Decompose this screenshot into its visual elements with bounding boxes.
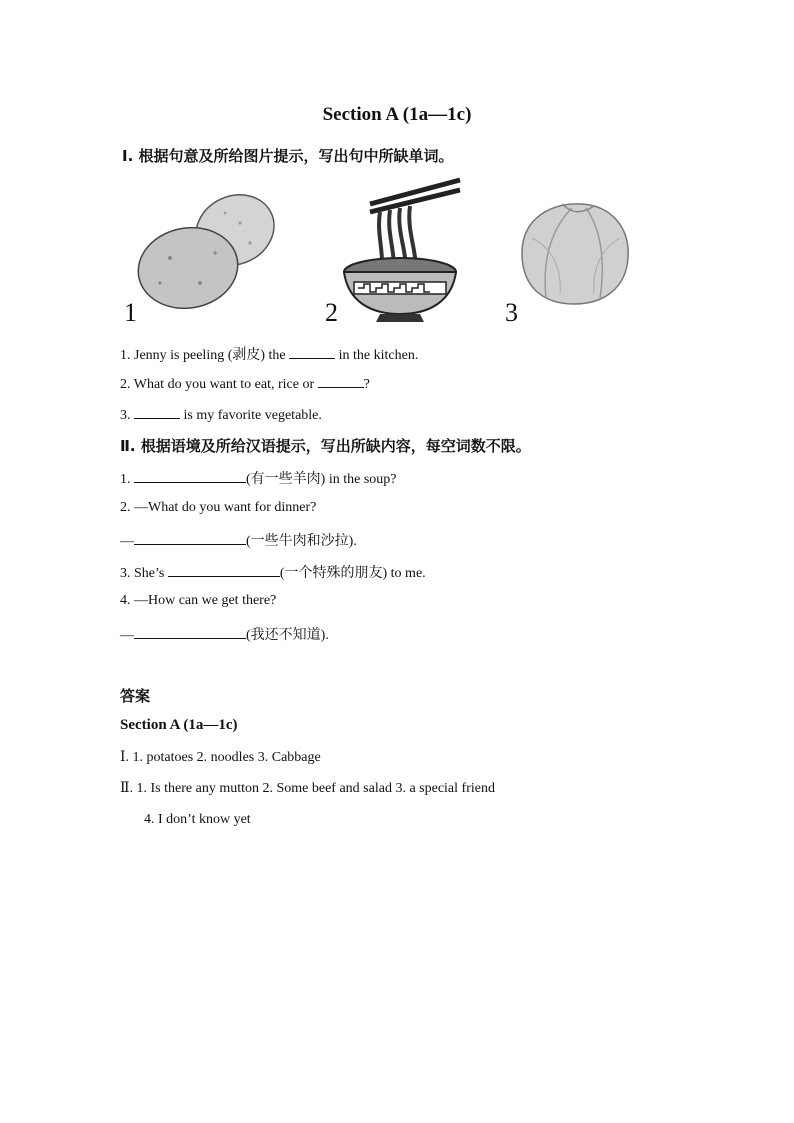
- part2-item-2-answer: [120, 530, 357, 550]
- part1-item-1-text-b: in the kitchen.: [335, 348, 419, 363]
- dash: —: [120, 628, 134, 643]
- part2-item-1-text-b: (有一些羊肉) in the soup?: [246, 472, 397, 487]
- picture-number-3: 3: [505, 298, 518, 327]
- picture-number-2: 2: [325, 298, 338, 327]
- answer-blank[interactable]: [168, 564, 280, 577]
- part1-heading: Ⅰ. 根据句意及所给图片提示，写出句中所缺单词。: [122, 147, 454, 165]
- part2-item-4-text-b: (我还不知道).: [246, 628, 329, 643]
- cabbage-image: [512, 198, 632, 308]
- answers-section-title: Section A (1a—1c): [120, 717, 238, 733]
- part2-item-2-question: [120, 500, 316, 516]
- answer-blank[interactable]: [318, 375, 364, 388]
- picture-number-1: 1: [124, 298, 137, 327]
- part1-item-2-text-a: 2. What do you want to eat, rice or: [120, 377, 318, 392]
- part2-item-1: [120, 468, 396, 488]
- answers-line-2: Ⅱ. 1. Is there any mutton 2. Some beef and salad 3. a special friend: [120, 781, 495, 796]
- answers-line-3: 4. I don’t know yet: [144, 812, 251, 827]
- answer-blank[interactable]: [134, 626, 246, 639]
- answers-heading: 答案: [120, 687, 151, 705]
- part1-item-2-text-b: ?: [363, 377, 370, 392]
- part2-heading: Ⅱ. 根据语境及所给汉语提示，写出所缺内容，每空词数不限。: [120, 437, 531, 455]
- part2-item-3: [120, 562, 426, 582]
- part2-item-4-question: [120, 593, 276, 609]
- part1-item-3: [120, 406, 322, 424]
- answer-blank[interactable]: [134, 532, 246, 545]
- answer-blank[interactable]: [289, 346, 335, 359]
- part1-item-3-text-b: is my favorite vegetable.: [180, 408, 322, 423]
- part2-item-3-text-a: 3. She’s: [120, 566, 168, 581]
- part2-item-1-text-a: 1.: [120, 472, 134, 487]
- answer-blank[interactable]: [134, 470, 246, 483]
- part1-item-1: [120, 344, 418, 364]
- part2-item-2-text-b: (一些牛肉和沙拉).: [246, 534, 357, 549]
- noodles-image: [340, 176, 462, 324]
- part2-item-4-answer: [120, 624, 329, 644]
- part1-item-1-text-a: 1. Jenny is peeling (剥皮) the: [120, 348, 290, 363]
- potatoes-image: [130, 188, 280, 313]
- part2-item-3-text-b: (一个特殊的朋友) to me.: [279, 566, 426, 581]
- part2-item-4-text: 4. —How can we get there?: [120, 593, 277, 608]
- answers-line-1: Ⅰ. 1. potatoes 2. noodles 3. Cabbage: [120, 750, 321, 765]
- answer-blank[interactable]: [134, 406, 180, 419]
- part1-item-2: [120, 375, 370, 393]
- part1-item-3-text-a: 3.: [120, 408, 134, 423]
- dash: —: [120, 534, 134, 549]
- part2-item-2-text: 2. —What do you want for dinner?: [120, 500, 317, 515]
- page-title: Section A (1a—1c): [322, 104, 472, 125]
